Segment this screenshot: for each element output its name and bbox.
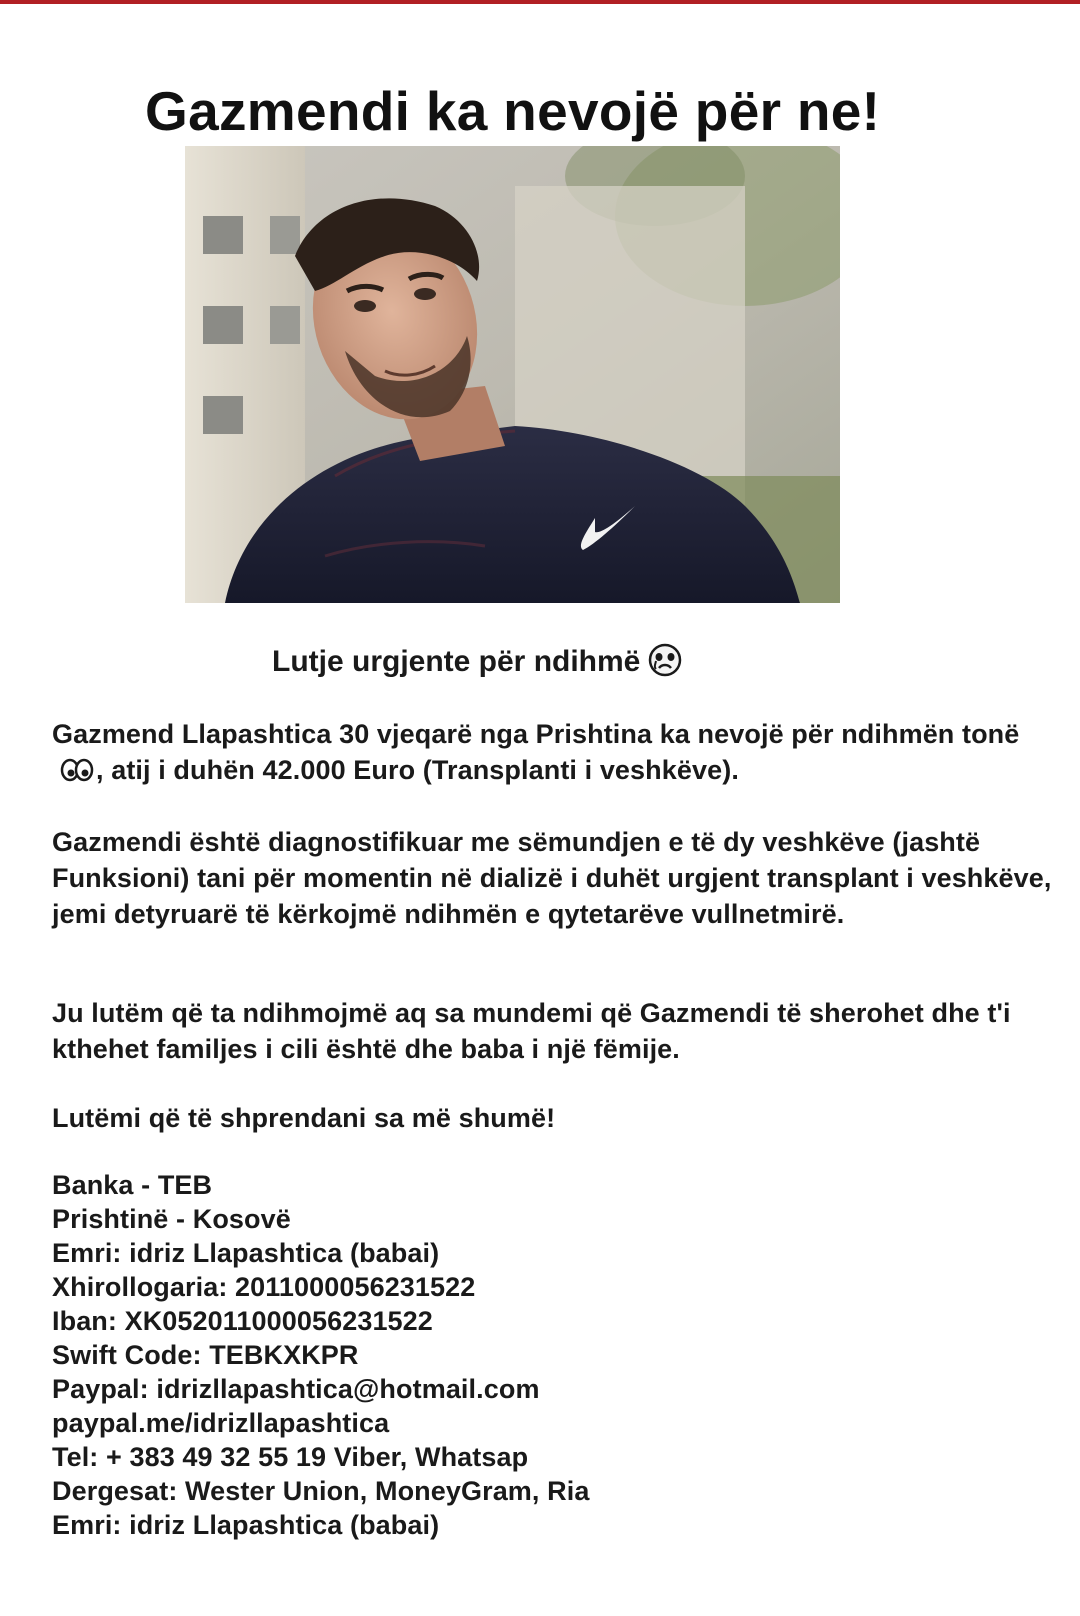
account-number: Xhirollogaria: 2011000056231522 (52, 1272, 476, 1302)
paypal-email: Paypal: idrizllapashtica@hotmail.com (52, 1374, 540, 1404)
swift-code: Swift Code: TEBKXKPR (52, 1340, 359, 1370)
paragraph-diagnosis: Gazmendi është diagnostifikuar me sëmundjen e të dy veshkëve (jashtë Funksioni) tani për momentin në dializë i duhët urgjent transplant i veshkëve, jemi detyruarë të kërkojmë ndihmën e qytetarëve vullnetmirë. (52, 827, 1052, 929)
page-title: Gazmendi ka nevojë për ne! (145, 80, 881, 142)
bank-details (52, 1168, 1052, 1542)
phone: Tel: + 383 49 32 55 19 Viber, Whatsap (52, 1442, 529, 1472)
crying-face-icon (648, 643, 682, 677)
paragraph-intro-part1: Gazmend Llapashtica 30 vjeqarë nga Prishtina ka nevojë për ndihmën tonë (52, 719, 1020, 749)
eyes-icon (60, 755, 94, 779)
paragraph-share: Lutëmi që të shprendani sa më shumë! (52, 1103, 556, 1133)
paragraph-intro-part2: , atij i duhën 42.000 Euro (Transplanti i veshkëve). (96, 755, 739, 785)
account-holder: Emri: idriz Llapashtica (babai) (52, 1238, 440, 1268)
subheading-text: Lutje urgjente për ndihmë (272, 645, 641, 678)
subheading (272, 643, 682, 681)
top-rule (0, 0, 1080, 4)
portrait-photo (185, 146, 840, 603)
paragraph-appeal: Ju lutëm që ta ndihmojmë aq sa mundemi që Gazmendi të sherohet dhe t'i kthehet familjes i cili është dhe baba i një fëmije. (52, 998, 1011, 1064)
paypal-link: paypal.me/idrizllapashtica (52, 1408, 390, 1438)
bank-location: Prishtinë - Kosovë (52, 1204, 291, 1234)
bank-name: Banka - TEB (52, 1170, 213, 1200)
iban: Iban: XK052011000056231522 (52, 1306, 433, 1336)
recipient-name: Emri: idriz Llapashtica (babai) (52, 1510, 440, 1540)
money-transfer: Dergesat: Wester Union, MoneyGram, Ria (52, 1476, 590, 1506)
paragraph-intro (52, 716, 1052, 788)
